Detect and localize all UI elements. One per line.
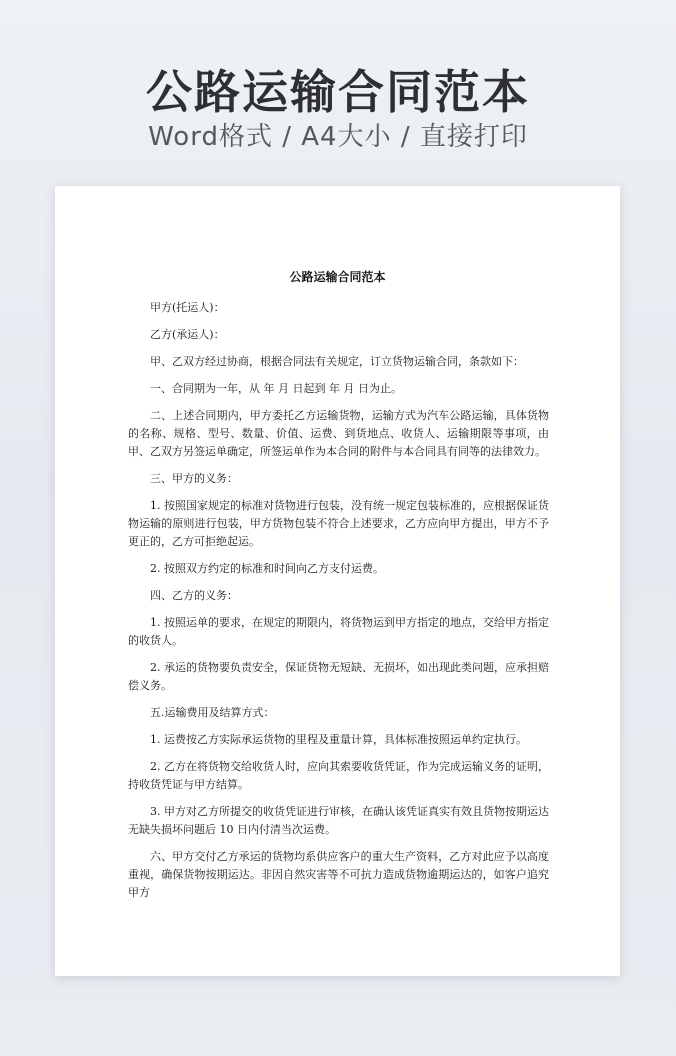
document-body — [128, 299, 549, 911]
banner-header — [0, 0, 676, 185]
paragraph: 1. 运费按乙方实际承运货物的里程及重量计算，具体标准按照运单约定执行。 — [150, 733, 527, 746]
paragraph: 2. 按照双方约定的标准和时间向乙方支付运费。 — [150, 562, 384, 575]
paragraph: 甲、乙双方经过协商，根据合同法有关规定，订立货物运输合同，条款如下： — [150, 355, 524, 368]
document-title: 公路运输合同范本 — [289, 270, 386, 284]
paragraph: 2. 乙方在将货物交给收货人时，应向其索要收货凭证，作为完成运输义务的证明，持收货凭证与甲方结算。 — [128, 760, 549, 791]
paragraph: 1. 按照运单的要求，在规定的期限内，将货物运到甲方指定的地点，交给甲方指定的收货人。 — [128, 616, 549, 647]
paragraph: 五.运输费用及结算方式： — [150, 706, 275, 719]
paragraph: 甲方(托运人)： — [150, 301, 225, 314]
paragraph: 六、甲方交付乙方承运的货物均系供应客户的重大生产资料，乙方对此应予以高度重视，确保货物按期运达。非因自然灾害等不可抗力造成货物逾期运达的，如客户追究甲方 — [128, 850, 549, 899]
paragraph: 乙方(承运人)： — [150, 328, 225, 341]
banner-subtitle: Word格式 / A4大小 / 直接打印 — [148, 122, 528, 152]
paragraph: 二、上述合同期内，甲方委托乙方运输货物，运输方式为汽车公路运输，具体货物的名称、规格、型号、数量、价值、运费、到货地点、收货人、运输期限等事项，由甲、乙双方另签运单确定，所签运单作为本合同的附件与本合同具有同等的法律效力。 — [128, 409, 549, 458]
paragraph: 2. 承运的货物要负责安全，保证货物无短缺、无损坏，如出现此类问题，应承担赔偿义务。 — [128, 661, 549, 692]
document-page — [55, 186, 620, 976]
paragraph: 1. 按照国家规定的标准对货物进行包装，没有统一规定包装标准的，应根据保证货物运输的原则进行包装，甲方货物包装不符合上述要求，乙方应向甲方提出，甲方不予更正的，乙方可拒绝起运。 — [128, 499, 549, 548]
paragraph: 3. 甲方对乙方所提交的收货凭证进行审核，在确认该凭证真实有效且货物按期运达无缺失损坏问题后 10 日内付清当次运费。 — [128, 805, 549, 836]
paragraph: 一、合同期为一年，从 年 月 日起到 年 月 日为止。 — [150, 382, 402, 395]
paragraph: 三、甲方的义务： — [150, 472, 238, 485]
banner-title: 公路运输合同范本 — [146, 65, 530, 119]
paragraph: 四、乙方的义务： — [150, 589, 238, 602]
